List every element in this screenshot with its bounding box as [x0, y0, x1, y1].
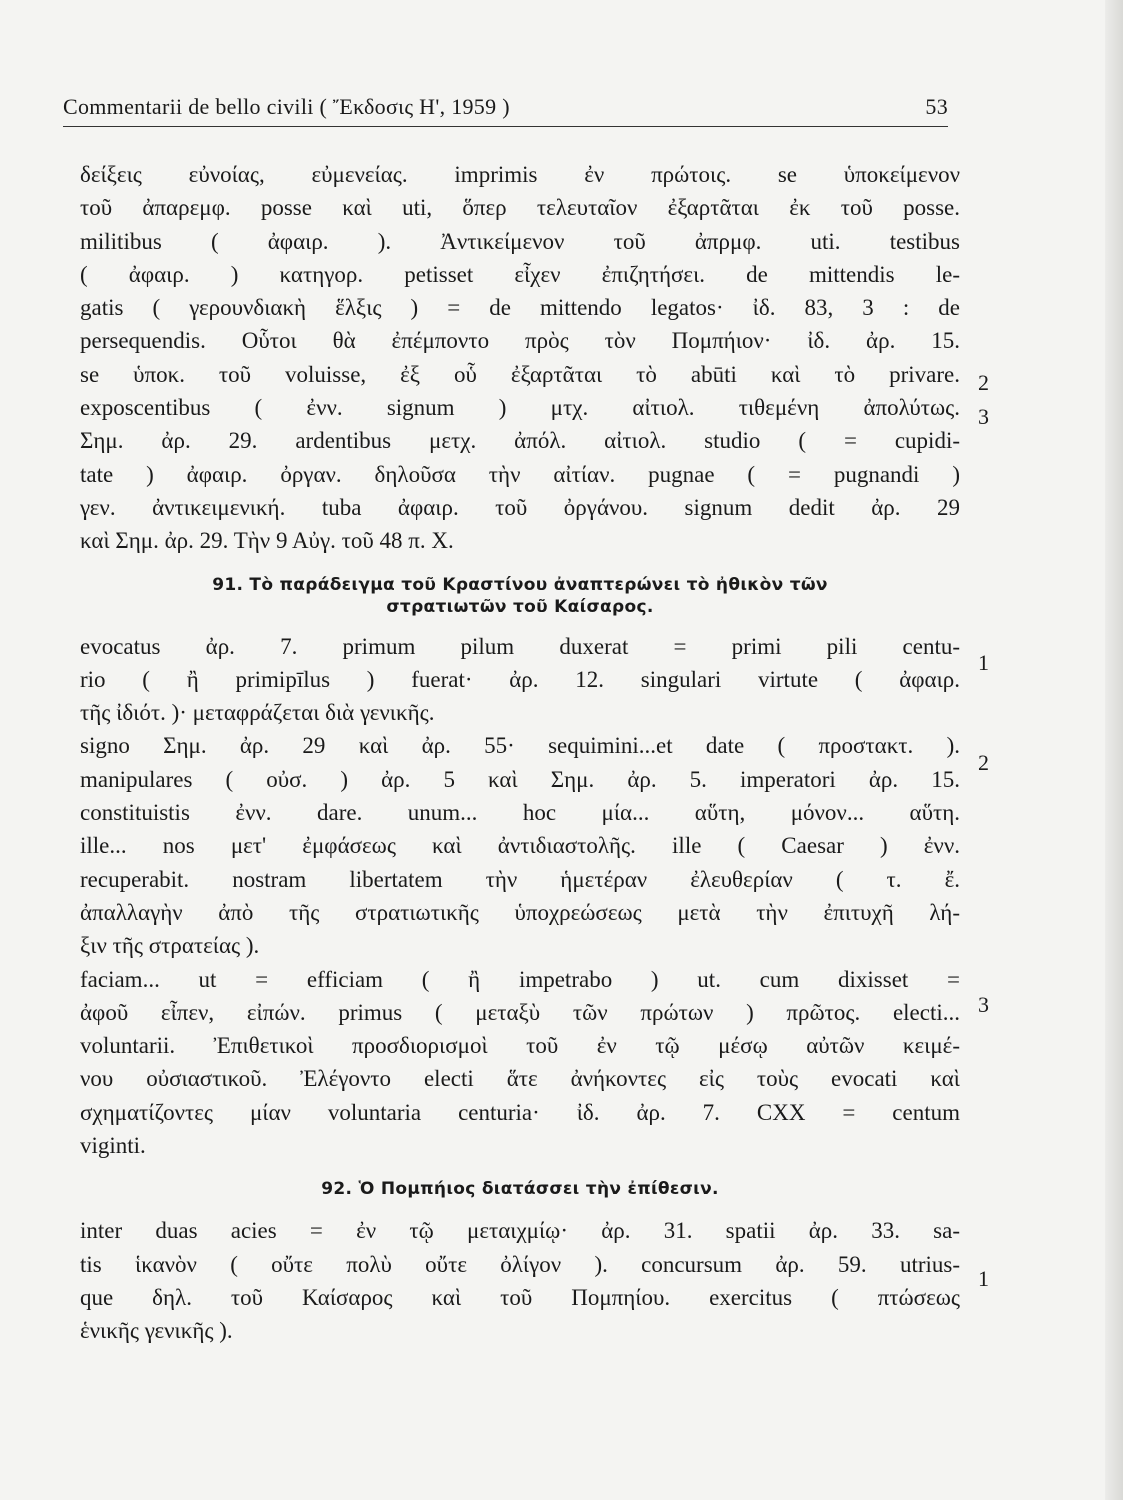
text-line: voluntarii. Ἐπιθετικοὶ προσδιορισμοὶ τοῦ ἐν τῷ μέσῳ αὐτῶν κειμέ- — [80, 1033, 960, 1059]
text-line: ἑνικῆς γενικῆς ). — [80, 1318, 233, 1344]
commentary-body — [80, 158, 960, 1348]
text-line: inter duas acies = ἐν τῷ μεταιχμίῳ· ἀρ. 31. spatii ἀρ. 33. sa- — [80, 1218, 960, 1244]
text-line: persequendis. Οὗτοι θὰ ἐπέμποντο πρὸς τὸν Πομπήιον· ἰδ. ἀρ. 15. — [80, 328, 960, 354]
text-line: manipulares ( οὐσ. ) ἀρ. 5 καὶ Σημ. ἀρ. 5. imperatori ἀρ. 15. — [80, 766, 960, 792]
margin-number: 2 — [978, 750, 989, 775]
section-91-heading — [80, 574, 960, 618]
text-line: δείξεις εὐνοίας, εὐμενείας. imprimis ἐν πρώτοις. se ὑποκείμενον — [80, 162, 960, 187]
running-title: Commentarii de bello civili ( Ἔκδοσις Η', 1959 ) — [63, 94, 510, 119]
text-line: que δηλ. τοῦ Καίσαρος καὶ τοῦ Πομπηίου. exercitus ( πτώσεως — [80, 1284, 960, 1310]
text-line: constituistis ἐνν. dare. unum... hoc μία... αὕτη, μόνον... αὕτη. — [80, 800, 960, 826]
text-line: gatis ( γερουνδιακὴ ἕλξις ) = de mittendo legatos· ἰδ. 83, 3 : de — [80, 295, 960, 321]
page-edge — [1105, 0, 1123, 1500]
text-line: ἀπαλλαγὴν ἀπὸ τῆς στρατιωτικῆς ὑποχρεώσεως μετὰ τὴν ἐπιτυχῆ λή- — [80, 899, 960, 925]
margin-number: 2 — [978, 370, 989, 395]
text-line: ξιν τῆς στρατείας ). — [80, 933, 260, 959]
text-line: τῆς ἰδιότ. )· μεταφράζεται διὰ γενικῆς. — [80, 700, 435, 726]
text-line: signo Σημ. ἀρ. 29 καὶ ἀρ. 55· sequimini...et date ( προστακτ. ). — [80, 733, 960, 759]
text-line: faciam... ut = efficiam ( ἢ impetrabo ) ut. cum dixisset = — [80, 966, 960, 992]
text-line: se ὑποκ. τοῦ voluisse, ἐξ οὗ ἐξαρτᾶται τὸ abūti καὶ τὸ privare. — [80, 361, 960, 387]
text-line: ἀφοῦ εἶπεν, εἰπών. primus ( μεταξὺ τῶν πρώτων ) πρῶτος. electi... — [80, 999, 960, 1025]
section-91-heading-line1: 91. Τὸ παράδειγμα τοῦ Κραστίνου ἀναπτερώνει τὸ ἠθικὸν τῶν — [212, 574, 828, 595]
text-line: tis ἱκανὸν ( οὔτε πολὺ οὔτε ὀλίγον ). concursum ἀρ. 59. utrius- — [80, 1251, 960, 1277]
text-line: ille... nos μετ' ἐμφάσεως καὶ ἀντιδιαστολῆς. ille ( Caesar ) ἐνν. — [80, 833, 960, 859]
text-line: γεν. ἀντικειμενική. tuba ἀφαιρ. τοῦ ὀργάνου. signum dedit ἀρ. 29 — [80, 494, 960, 520]
page-number: 53 — [925, 94, 948, 119]
text-line: νου οὐσιαστικοῦ. Ἐλέγοντο electi ἅτε ἀνήκοντες εἰς τοὺς evocati καὶ — [80, 1066, 960, 1092]
running-header — [63, 92, 948, 127]
text-line: καὶ Σημ. ἀρ. 29. Τὴν 9 Αὐγ. τοῦ 48 π. Χ. — [80, 528, 454, 554]
margin-number: 3 — [978, 404, 989, 429]
text-line: ( ἀφαιρ. ) κατηγορ. petisset εἶχεν ἐπιζητήσει. de mittendis le- — [80, 261, 960, 287]
section-92-heading: 92. Ὁ Πομπήιος διατάσσει τὴν ἐπίθεσιν. — [321, 1179, 719, 1200]
text-line: τοῦ ἀπαρεμφ. posse καὶ uti, ὅπερ τελευταῖον ἐξαρτᾶται ἐκ τοῦ posse. — [80, 195, 960, 221]
text-line: evocatus ἀρ. 7. primum pilum duxerat = primi pili centu- — [80, 633, 960, 659]
text-line: tate ) ἀφαιρ. ὀργαν. δηλοῦσα τὴν αἰτίαν. pugnae ( = pugnandi ) — [80, 461, 960, 487]
text-line: viginti. — [80, 1133, 146, 1159]
section-91-heading-line2: στρατιωτῶν τοῦ Καίσαρος. — [386, 596, 654, 617]
text-line: recuperabit. nostram libertatem τὴν ἡμετέραν ἐλευθερίαν ( τ. ἔ. — [80, 866, 960, 892]
text-line: Σημ. ἀρ. 29. ardentibus μετχ. ἀπόλ. αἰτιολ. studio ( = cupidi- — [80, 428, 960, 454]
margin-number: 3 — [978, 992, 989, 1017]
text-line: σχηματίζοντες μίαν voluntaria centuria· ἰδ. ἀρ. 7. CXX = centum — [80, 1099, 960, 1125]
text-line: militibus ( ἀφαιρ. ). Ἀντικείμενον τοῦ ἀπρμφ. uti. testibus — [80, 228, 960, 254]
margin-number: 1 — [978, 1266, 989, 1291]
text-line: rio ( ἢ primipīlus ) fuerat· ἀρ. 12. singulari virtute ( ἀφαιρ. — [80, 666, 960, 692]
text-line: exposcentibus ( ἐνν. signum ) μτχ. αἰτιολ. τιθεμένη ἀπολύτως. — [80, 395, 960, 421]
margin-number: 1 — [978, 650, 989, 675]
